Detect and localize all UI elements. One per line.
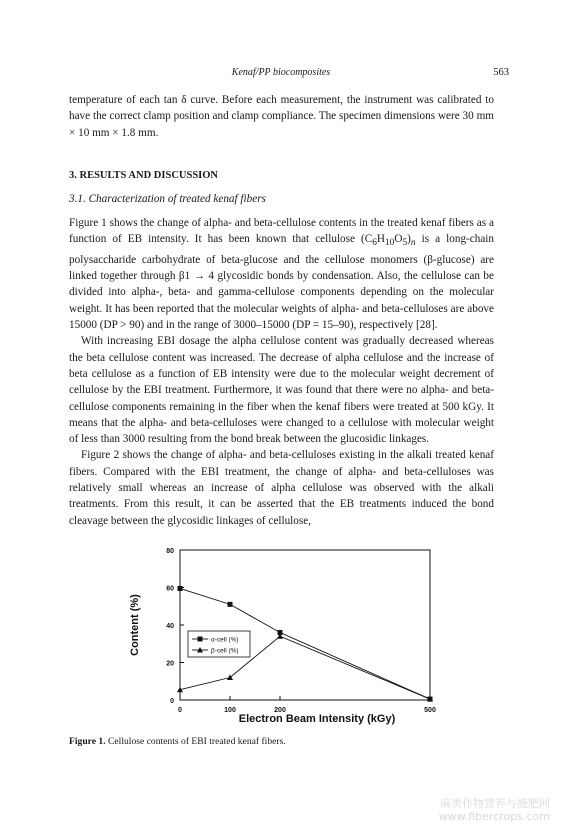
- formula-n: n: [410, 238, 416, 249]
- y-tick-label: 40: [166, 623, 174, 630]
- paragraph-2: With increasing EBI dosage the alpha cellulose content was gradually decreased whereas the beta cellulose content was increased. The decrease of alpha cellulose and the increase of beta cellulose as a function of EB intensity were due to the molecular weight decrement of cellulose by the EBI treatment. Furthermore, it was found that there were no alpha- and beta-cellulose components remaining in the fiber when the kenaf fibers were treated at 500 kGy. It means that the alpha- and beta-celluloses were changed to a cellulose with molecular weight of less than 3000 resulting from the bond break between the glucosidic linkages.: [69, 335, 494, 446]
- paragraph-1: [69, 215, 494, 333]
- formula-c: C: [364, 233, 373, 246]
- page-number: 563: [493, 67, 509, 78]
- formula-c-sub: 6: [372, 238, 377, 249]
- figure-caption: [69, 736, 286, 747]
- cellulose-chart: [110, 538, 440, 728]
- formula-close: ): [407, 233, 411, 246]
- caption-label: Figure 1.: [69, 736, 106, 747]
- paragraph-text: temperature of each tan δ curve. Before each measurement, the instrument was calibrated to have the correct clamp position and clamp compliance. The specimen dimensions were 30 mm × 10 mm × 1.8 mm.: [69, 94, 494, 139]
- y-tick-label: 0: [170, 698, 174, 705]
- y-tick-label: 20: [166, 660, 174, 668]
- x-tick-label: 500: [424, 707, 436, 714]
- watermark-line2: www.fibercrops.com: [438, 810, 550, 823]
- watermark-line1: 麻类作物营养与施肥网: [440, 797, 550, 810]
- subsection-heading: 3.1. Characterization of treated kenaf fibers: [69, 193, 266, 205]
- legend-label: α-cell (%): [211, 636, 239, 644]
- y-axis-label: Content (%): [129, 594, 141, 656]
- formula-h: H: [376, 233, 386, 246]
- y-tick-label: 60: [166, 585, 174, 593]
- section-heading: 3. RESULTS AND DISCUSSION: [69, 170, 218, 181]
- watermark: [439, 797, 550, 823]
- legend-label: β-cell (%): [211, 647, 239, 655]
- formula-o: O: [394, 233, 403, 246]
- x-tick-label: 0: [178, 707, 182, 714]
- legend-marker: [198, 637, 203, 642]
- x-axis-label: Electron Beam Intensity (kGy): [238, 713, 396, 725]
- running-title: Kenaf/PP biocomposites: [231, 67, 331, 78]
- x-tick-label: 100: [224, 707, 236, 714]
- running-header: [0, 67, 562, 81]
- data-point-alpha: [178, 586, 183, 591]
- para1-intro: Figure 1 shows the change of alpha- and beta-cellulose contents in the treated kenaf fibers as a function of EB intensity. It has been known that cellulose (: [69, 217, 494, 246]
- formula-h-sub: 10: [385, 238, 395, 249]
- formula-o-sub: 5: [402, 238, 408, 249]
- data-point-alpha: [228, 602, 233, 607]
- x-tick-label: 200: [274, 707, 286, 714]
- plot-area-frame: [180, 550, 430, 700]
- body-text: [69, 215, 494, 529]
- paragraph-3: Figure 2 shows the change of alpha- and beta-celluloses existing in the alkali treated kenaf fibers. Compared with the EBI treatment, the change of alpha- and beta-celluloses was relatively small whereas an increase of alpha cellulose was observed with the alkali treatments. From this result, it can be asserted that the EB treatments induced the bond cleavage between the glycosidic linkages of cellulose,: [69, 449, 494, 527]
- figure-1: [110, 538, 440, 728]
- formula: [364, 233, 416, 249]
- caption-text: Cellulose contents of EBI treated kenaf fibers.: [108, 736, 286, 747]
- paragraph-continuation: [69, 92, 494, 141]
- y-tick-label: 80: [166, 548, 174, 555]
- para1-middle: is a long-chain polysaccharide carbohydrate of beta-glucose and the cellulose monomers (β-glucose) are linked together through β1 → 4 glycosidic bonds by condensation. Also, the cellulose can be divided into alpha-, beta- and gamma-cellulose components depending on the molecular weight. It has been reported that the molecular weights of alpha- and beta-celluloses are above 15000 (DP > 90) and in the range of 3000–15000 (DP = 15–90), respectively [28].: [69, 233, 494, 332]
